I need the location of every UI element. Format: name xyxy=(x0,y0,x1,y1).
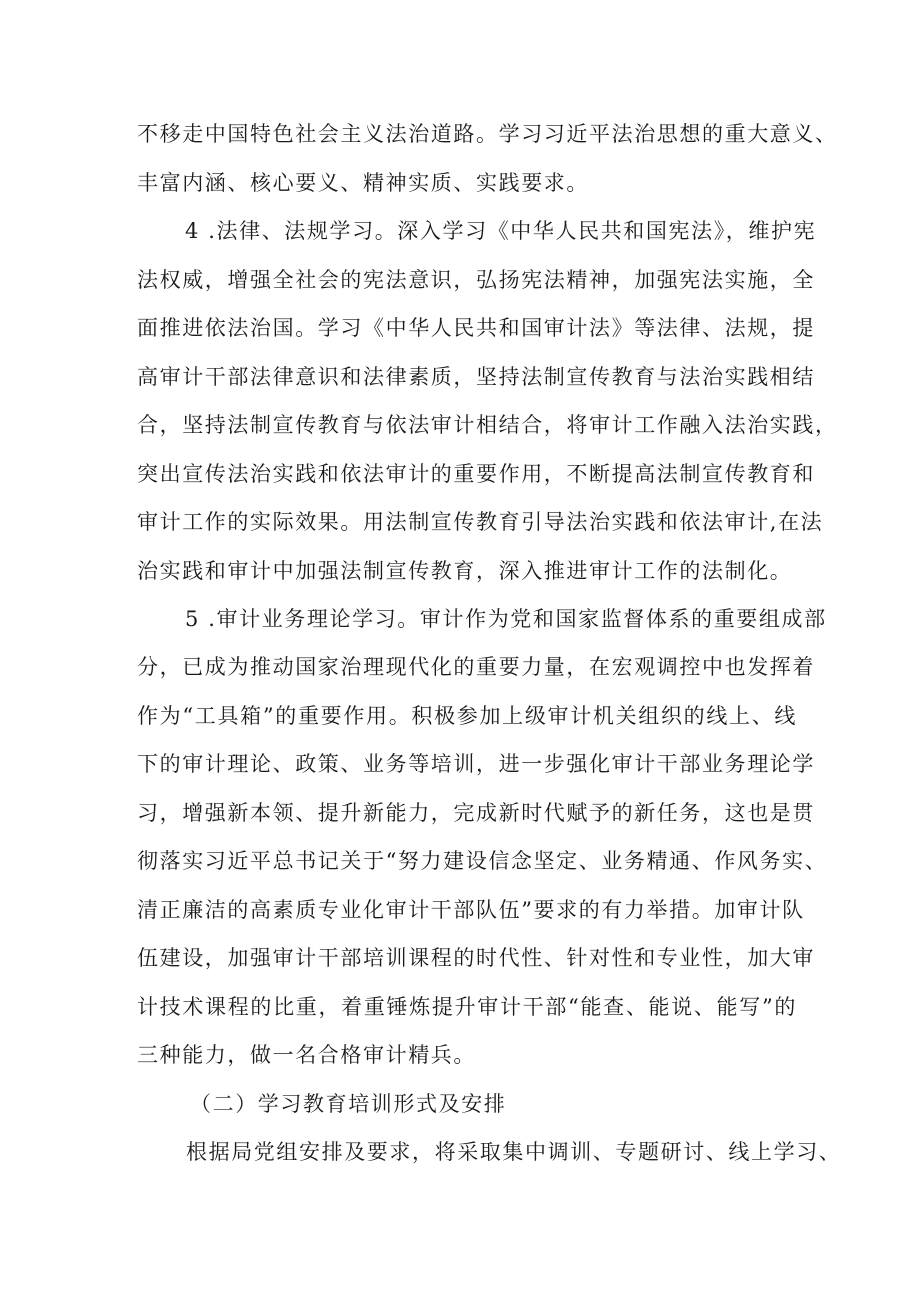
text-line: 分，已成为推动国家治理现代化的重要力量，在宏观调控中也发挥着 xyxy=(137,655,815,679)
section-heading: （二）学习教育培训形式及安排 xyxy=(190,1092,507,1116)
paragraph-5-heading-line: 5 .审计业务理论学习。审计作为党和国家监督体系的重要组成部 xyxy=(185,607,827,631)
text-line: 清正廉洁的高素质专业化审计干部队伍”要求的有力举措。加审计队 xyxy=(137,898,805,922)
text-line: 伍建设，加强审计干部培训课程的时代性、针对性和专业性，加大审 xyxy=(137,946,815,970)
text-line: 合，坚持法制宣传教育与依法审计相结合，将审计工作融入法治实践， xyxy=(137,413,838,437)
text-line: 下的审计理论、政策、业务等培训，进一步强化审计干部业务理论学 xyxy=(137,752,815,776)
text-line: 作为“工具箱”的重要作用。积极参加上级审计机关组织的线上、线 xyxy=(137,704,797,728)
text-line: 习，增强新本领、提升新能力，完成新时代赋予的新任务，这也是贯 xyxy=(137,801,815,825)
text-line: 面推进依法治国。学习《中华人民共和国审计法》等法律、法规，提 xyxy=(137,316,815,340)
text-line: 计技术课程的比重，着重锤炼提升审计干部“能查、能说、能写”的 xyxy=(137,995,797,1019)
text-line: 不移走中国特色社会主义法治道路。学习习近平法治思想的重大意义、 xyxy=(137,122,838,146)
text-line: 突出宣传法治实践和依法审计的重要作用，不断提高法制宣传教育和 xyxy=(137,462,815,486)
text-line: 高审计干部法律意识和法律素质，坚持法制宣传教育与法治实践相结 xyxy=(137,365,815,389)
paragraph-4-heading-line: 4 .法律、法规学习。深入学习《中华人民共和国宪法》，维护宪 xyxy=(185,219,817,243)
text-line: 丰富内涵、核心要义、精神实质、实践要求。 xyxy=(137,171,589,195)
text-line: 三种能力，做一名合格审计精兵。 xyxy=(137,1043,476,1067)
text-line: 审计工作的实际效果。用法制宣传教育引导法治实践和依法审计,在法 xyxy=(137,510,824,534)
text-line: 法权威，增强全社会的宪法意识，弘扬宪法精神，加强宪法实施，全 xyxy=(137,268,815,292)
text-line: 根据局党组安排及要求，将采取集中调训、专题研讨、线上学习、 xyxy=(186,1140,842,1164)
text-line: 彻落实习近平总书记关于“努力建设信念坚定、业务精通、作风务实、 xyxy=(137,849,828,873)
text-line: 治实践和审计中加强法制宣传教育，深入推进审计工作的法制化。 xyxy=(137,559,793,583)
